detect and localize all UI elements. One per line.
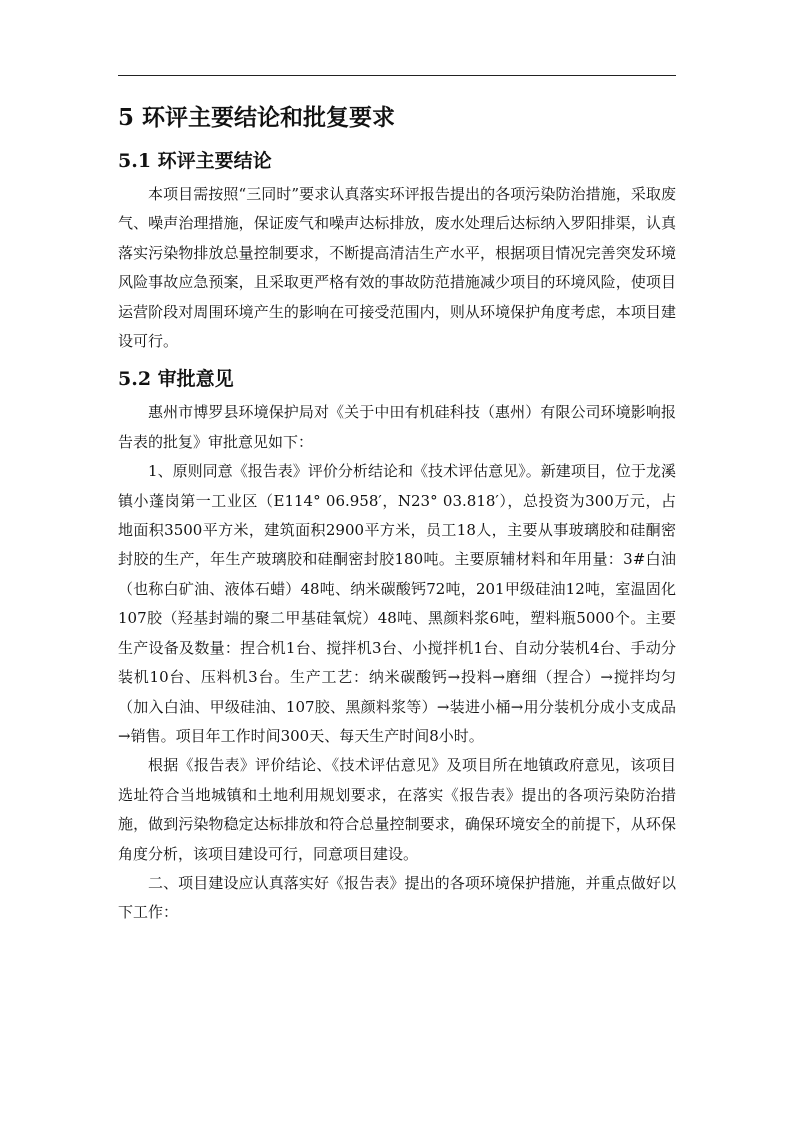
section-2-paragraph-1: 惠州市博罗县环境保护局对《关于中田有机硅科技（惠州）有限公司环境影响报告表的批复》审批意见如下： — [118, 403, 676, 451]
section-2-title: 5.2 审批意见 — [118, 368, 234, 391]
section-2-paragraph-2: 1、原则同意《报告表》评价分析结论和《技术评估意见》。新建项目，位于龙溪镇小蓬岗第一工业区（E114° 06.958′，N23° 03.818′），总投资为300万元，占地面积3500平方米，建筑面积2900平方米，员工18人，主要从事玻璃胶和硅酮密封胶的生产，年生产玻璃胶和硅酮密封胶180吨。主要原辅材料和年用量：3#白油（也称白矿油、液体石蜡）48吨、纳米碳酸钙72吨，201甲级硅油12吨，室温固化107胶（羟基封端的聚二甲基硅氧烷）48吨、黑颜料浆6吨，塑料瓶5000个。主要生产设备及数量：捏合机1台、搅拌机3台、小搅拌机1台、自动分装机4台、手动分装机10台、压料机3台。生产工艺：纳米碳酸钙→投料→磨细（捏合）→搅拌均匀（加入白油、甲级硅油、107胶、黑颜料浆等）→装进小桶→用分装机分成小支成品→销售。项目年工作时间300天、每天生产时间8小时。 — [118, 462, 676, 745]
section-2-paragraph-4: 二、项目建设应认真落实好《报告表》提出的各项环境保护措施，并重点做好以下工作： — [118, 873, 676, 922]
document-body — [118, 100, 676, 928]
section-2-paragraph-3: 根据《报告表》评价结论、《技术评估意见》及项目所在地镇政府意见，该项目选址符合当地城镇和土地利用规划要求，在落实《报告表》提出的各项污染防治措施，做到污染物稳定达标排放和符合总量控制要求，确保环境安全的前提下，从环保角度分析，该项目建设可行，同意项目建设。 — [118, 756, 676, 863]
chapter-heading: 5 环评主要结论和批复要求 — [118, 104, 396, 131]
section-1-paragraph: 本项目需按照“三同时”要求认真落实环评报告提出的各项污染防治措施，采取废气、噪声治理措施，保证废气和噪声达标排放，废水处理后达标纳入罗阳排渠，认真落实污染物排放总量控制要求，不断提高清洁生产水平，根据项目情况完善突发环境风险事故应急预案，且采取更严格有效的事故防范措施减少项目的环境风险，使项目运营阶段对周围环境产生的影响在可接受范围内，则从环境保护角度考虑，本项目建设可行。 — [118, 185, 676, 351]
header-rule — [118, 75, 676, 76]
section-1-title: 5.1 环评主要结论 — [118, 150, 272, 172]
